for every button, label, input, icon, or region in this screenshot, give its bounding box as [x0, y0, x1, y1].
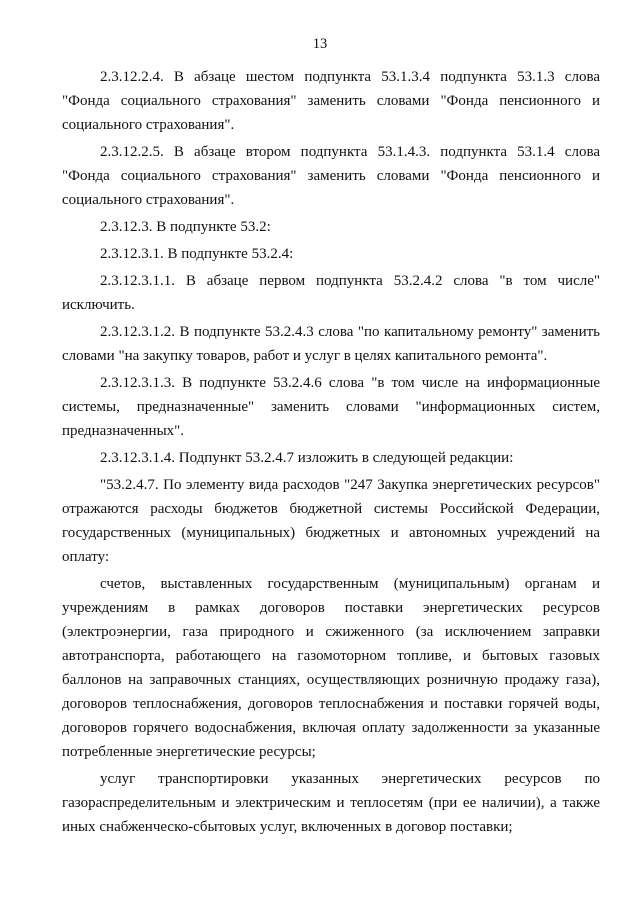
paragraph: 2.3.12.3.1.3. В подпункте 53.2.4.6 слова "в том числе на информационные системы, предназначенные" заменить словами "информационных систем, предназначенных".	[62, 375, 600, 439]
paragraph: 2.3.12.3.1.2. В подпункте 53.2.4.3 слова "по капитальному ремонту" заменить словами "на закупку товаров, работ и услуг в целях капитального ремонта".	[62, 324, 600, 364]
paragraph: 2.3.12.2.4. В абзаце шестом подпункта 53.1.3.4 подпункта 53.1.3 слова "Фонда социального страхования" заменить словами "Фонда пенсионного и социального страхования".	[62, 69, 600, 133]
paragraph: 2.3.12.3. В подпункте 53.2:	[100, 219, 271, 235]
page-number: 13	[312, 36, 328, 52]
paragraph: "53.2.4.7. По элементу вида расходов "247 Закупка энергетических ресурсов" отражаются расходы бюджетов бюджетной системы Российской Федерации, государственных (муниципальных) бюджетных и автономных учреждений на оплату:	[62, 477, 600, 565]
paragraph: 2.3.12.3.1.1. В абзаце первом подпункта 53.2.4.2 слова "в том числе" исключить.	[62, 273, 600, 313]
paragraph: 2.3.12.3.1. В подпункте 53.2.4:	[100, 246, 294, 262]
paragraph: 2.3.12.2.5. В абзаце втором подпункта 53.1.4.3. подпункта 53.1.4 слова "Фонда социального страхования" заменить словами "Фонда пенсионного и социального страхования".	[62, 144, 600, 208]
paragraph: услуг транспортировки указанных энергетических ресурсов по газораспределительным и электрическим и теплосетям (при ее наличии), а также иных снабженческо-сбытовых услуг, включенных в договор поставки;	[62, 771, 600, 835]
document-body	[62, 65, 600, 842]
paragraph: счетов, выставленных государственным (муниципальным) органам и учреждениям в рамках договоров поставки энергетических ресурсов (электроэнергии, газа природного и сжиженного (за исключением заправки автотранспорта, работающего на газомоторном топливе, и бытовых газовых баллонов на заправочных станциях, осуществляющих розничную продажу газа), договоров теплоснабжения, договоров теплоснабжения и поставки горячей воды, договоров горячего водоснабжения, включая оплату задолженности за указанные потребленные энергетические ресурсы;	[62, 576, 600, 760]
paragraph: 2.3.12.3.1.4. Подпункт 53.2.4.7 изложить в следующей редакции:	[100, 450, 514, 466]
